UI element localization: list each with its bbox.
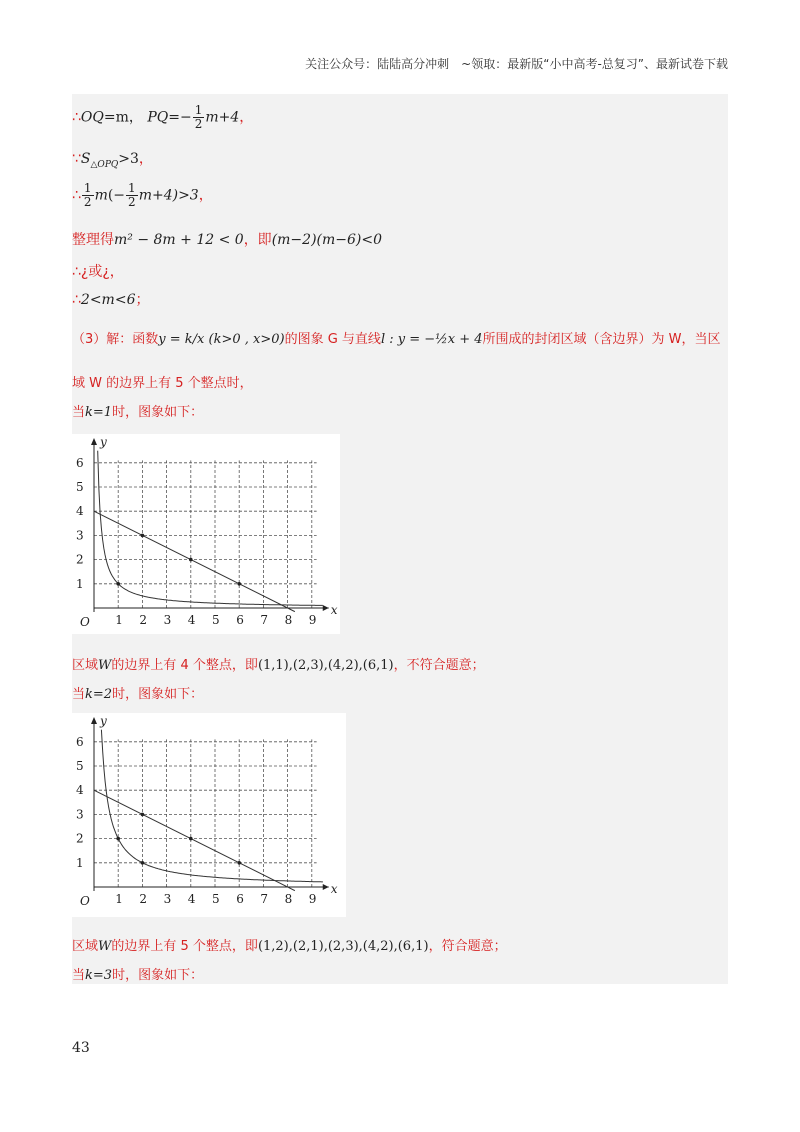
text-boundary: 的边界上有 5 个整点，即 xyxy=(111,939,258,954)
curve-g xyxy=(98,451,323,606)
y-axis-label: y xyxy=(100,714,107,728)
ineq-tail: m+4)>3 xyxy=(138,187,199,204)
x-tick-label: 6 xyxy=(236,613,244,627)
x-tick-label: 8 xyxy=(284,892,293,906)
line-k2-result xyxy=(72,935,507,954)
function-expr: y = k/x (k>0 , x>0) xyxy=(158,332,285,347)
area-subscript: △OPQ xyxy=(90,159,119,170)
page-number: 43 xyxy=(72,1040,90,1056)
line-k1 xyxy=(72,401,203,420)
x-tick-label: 9 xyxy=(308,892,317,906)
region-w: W xyxy=(98,658,112,673)
x-axis-arrow-icon xyxy=(323,605,329,611)
x-tick-label: 2 xyxy=(139,613,148,627)
line-inequality xyxy=(72,182,213,209)
x-axis-arrow-icon xyxy=(323,884,329,890)
pq-label: PQ xyxy=(147,109,169,126)
lattice-points: (1,1),(2,3),(4,2),(6,1) xyxy=(257,658,394,673)
x-tick-label: 3 xyxy=(163,613,172,627)
y-tick-label: 4 xyxy=(76,504,84,519)
quadratic-ineq: m² − 8m + 12 < 0 xyxy=(114,232,244,248)
fraction-half-2 xyxy=(126,182,138,209)
line-k2 xyxy=(72,683,203,702)
line-part3 xyxy=(72,328,721,347)
text-region: 区域 xyxy=(72,658,99,673)
text-boundary: 的边界上有 4 个整点，即 xyxy=(111,658,258,673)
factored-ineq: (m−2)(m−6)<0 xyxy=(271,232,382,248)
x-tick-label: 7 xyxy=(260,613,269,627)
x-tick-label: 4 xyxy=(187,613,196,627)
pq-eq: =− xyxy=(168,109,192,126)
text-when: 当 xyxy=(72,687,86,702)
frac-den: 2 xyxy=(194,117,203,131)
y-tick-label: 3 xyxy=(76,528,84,543)
x-tick-label: 4 xyxy=(187,892,196,906)
y-tick-label: 1 xyxy=(76,576,84,591)
x-axis-label: x xyxy=(330,603,338,617)
line-k1-result xyxy=(72,654,485,673)
lattice-point xyxy=(189,837,193,841)
k-value: k=3 xyxy=(85,968,113,983)
y-axis-arrow-icon xyxy=(91,717,97,724)
x-tick-label: 2 xyxy=(139,892,148,906)
y-tick-label: 5 xyxy=(76,759,84,773)
frac-den: 2 xyxy=(128,195,136,209)
y-tick-label: 4 xyxy=(76,783,84,798)
y-axis-label: y xyxy=(100,435,107,449)
part3-intro: （3）解：函数 xyxy=(72,332,159,347)
lattice-point xyxy=(141,861,145,865)
y-tick-label: 5 xyxy=(76,480,84,494)
y-tick-label: 6 xyxy=(76,734,84,749)
area-s: S xyxy=(80,151,91,167)
origin-label: O xyxy=(80,615,90,629)
line-end: ， xyxy=(198,187,213,204)
therefore-symbol: ∴ xyxy=(72,109,81,126)
k-value: k=2 xyxy=(85,687,113,702)
pq-tail: m+4 xyxy=(205,109,240,126)
lattice-point xyxy=(237,582,241,586)
line-expr: l : y = −½x + 4 xyxy=(380,332,483,347)
text-ok: ，符合题意； xyxy=(428,939,507,954)
x-tick-label: 8 xyxy=(284,613,293,627)
therefore-symbol: ∴ xyxy=(72,187,81,204)
text-not-ok: ，不符合题意； xyxy=(393,658,485,673)
lattice-point xyxy=(237,861,241,865)
x-tick-label: 7 xyxy=(260,892,269,906)
text-namely: ，即 xyxy=(243,232,272,248)
lattice-point xyxy=(116,837,120,841)
area-ineq: >3 xyxy=(118,151,139,167)
text-when: 当 xyxy=(72,968,86,983)
line-end: ， xyxy=(239,109,254,126)
because-symbol: ∵ xyxy=(72,151,81,167)
line-or: ∴¿或¿， xyxy=(72,264,124,280)
oq-label: OQ xyxy=(80,109,104,126)
x-tick-label: 1 xyxy=(115,892,123,906)
k-value: k=1 xyxy=(85,405,113,420)
line-k3 xyxy=(72,964,203,983)
y-tick-label: 3 xyxy=(76,807,84,822)
line-simplify xyxy=(72,229,382,249)
x-tick-label: 3 xyxy=(163,892,172,906)
text-graph-below: 时，图象如下： xyxy=(112,405,204,420)
range-expr: 2<m<6 xyxy=(80,292,136,308)
x-tick-label: 5 xyxy=(212,892,220,906)
text-graph-below: 时，图象如下： xyxy=(112,687,204,702)
frac-num: 1 xyxy=(194,103,203,117)
line-area-condition xyxy=(72,148,153,170)
text-region: 区域 xyxy=(72,939,99,954)
lattice-point xyxy=(141,813,145,817)
line-end: ； xyxy=(135,292,150,308)
oq-value: =m， xyxy=(103,109,143,126)
frac-num: 1 xyxy=(83,181,92,195)
line-end: ， xyxy=(138,151,153,167)
frac-den: 2 xyxy=(83,195,92,209)
region-w: W xyxy=(98,939,112,954)
x-axis-label: x xyxy=(330,882,338,896)
y-tick-label: 2 xyxy=(76,831,84,846)
y-tick-label: 2 xyxy=(76,552,84,567)
var-m: m xyxy=(94,187,108,204)
lattice-point xyxy=(141,534,145,538)
graph-k2 xyxy=(72,713,346,917)
fraction-half xyxy=(193,104,205,131)
lattice-point xyxy=(116,582,120,586)
frac-num: 1 xyxy=(128,181,136,195)
therefore-symbol: ∴ xyxy=(72,292,81,308)
lattice-points: (1,2),(2,1),(2,3),(4,2),(6,1) xyxy=(257,939,429,954)
line-condition: 域 W 的边界上有 5 个整点时， xyxy=(72,376,253,391)
x-tick-label: 1 xyxy=(115,613,123,627)
text-when: 当 xyxy=(72,405,86,420)
line-l xyxy=(94,511,295,611)
text-simplify: 整理得 xyxy=(72,232,114,248)
x-tick-label: 6 xyxy=(236,892,244,906)
x-tick-label: 9 xyxy=(308,613,317,627)
curve-g xyxy=(101,730,323,882)
paren-open: (− xyxy=(107,187,126,204)
x-tick-label: 5 xyxy=(212,613,220,627)
part3-mid: 的图象 G 与直线 xyxy=(284,332,381,347)
fraction-half xyxy=(82,182,94,209)
y-tick-label: 6 xyxy=(76,455,84,470)
y-axis-arrow-icon xyxy=(91,438,97,445)
page-header: 关注公众号：陆陆高分冲刺 ~领取：最新版“小中高考-总复习”、最新试卷下载 xyxy=(305,57,728,71)
graph-k1 xyxy=(72,434,340,634)
text-graph-below: 时，图象如下： xyxy=(112,968,204,983)
lattice-point xyxy=(189,558,193,562)
origin-label: O xyxy=(80,894,90,908)
line-oq-pq xyxy=(72,104,253,131)
y-tick-label: 1 xyxy=(76,855,84,870)
line-range xyxy=(72,289,149,309)
part3-tail: 所围成的封闭区域（含边界）为 W，当区 xyxy=(482,332,721,347)
